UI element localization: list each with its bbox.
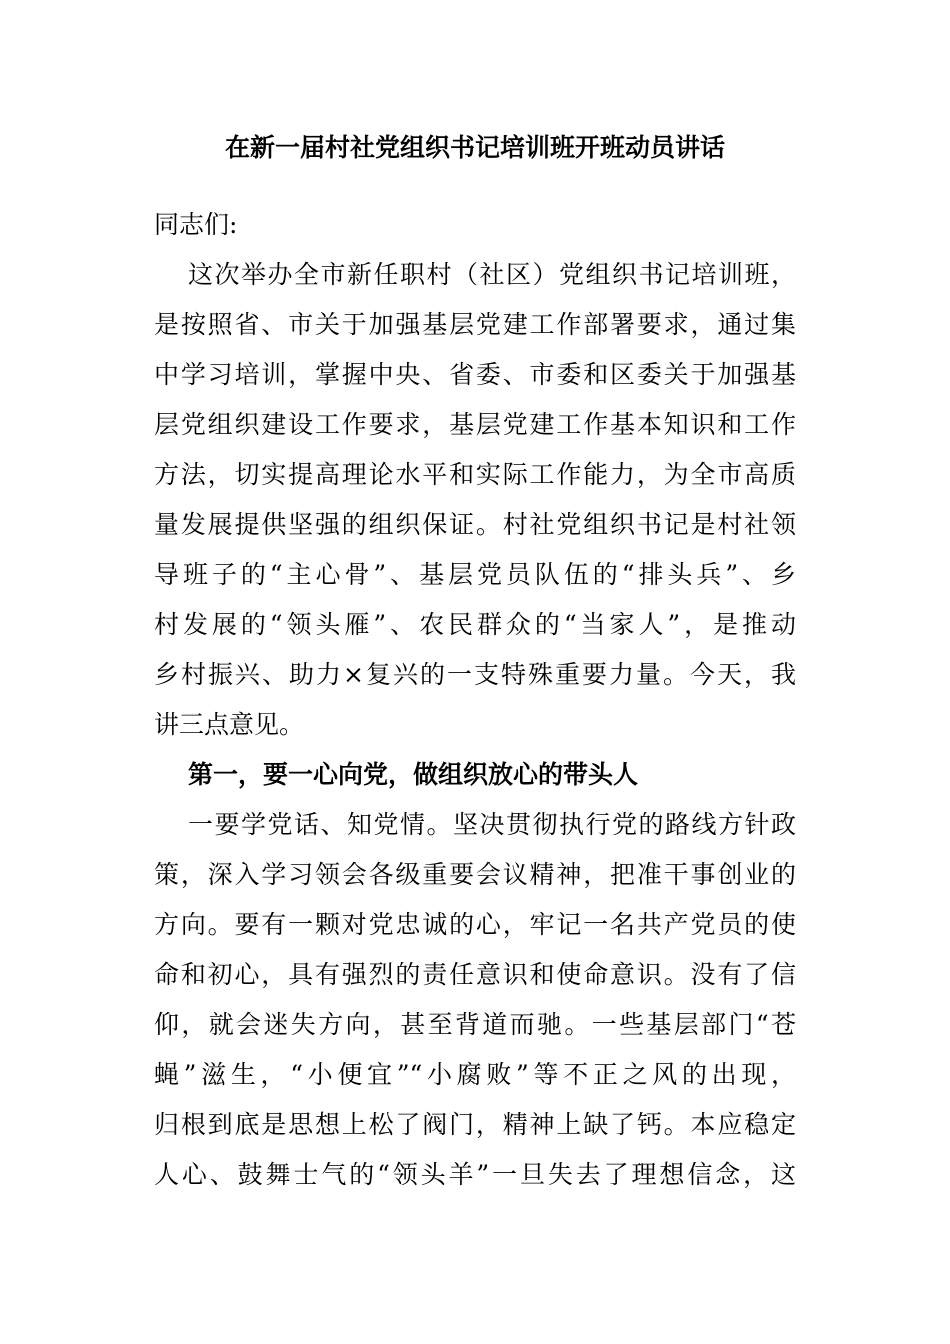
document-body: [154, 200, 796, 1200]
paragraph-line: 是按照省、市关于加强基层党建工作部署要求，通过集: [154, 310, 796, 339]
paragraph-line: 方向。要有一颗对党忠诚的心，牢记一名共产党员的使: [154, 910, 796, 939]
paragraph-line: 蝇”滋生，“小便宜”“小腐败”等不正之风的出现，: [154, 1060, 796, 1089]
paragraph-line: 策，深入学习领会各级重要会议精神，把准干事创业的: [154, 860, 796, 889]
section-heading: 第一，要一心向党，做组织放心的带头人: [188, 760, 639, 789]
paragraph-line: 讲三点意见。: [154, 710, 305, 739]
paragraph-line: 仰，就会迷失方向，甚至背道而驰。一些基层部门“苍: [154, 1010, 796, 1039]
paragraph-line: 命和初心，具有强烈的责任意识和使命意识。没有了信: [154, 960, 796, 989]
paragraph-line: 量发展提供坚强的组织保证。村社党组织书记是村社领: [154, 510, 796, 539]
paragraph-line: 一要学党话、知党情。坚决贯彻执行党的路线方针政: [188, 810, 796, 839]
paragraph-line: 归根到底是思想上松了阀门，精神上缺了钙。本应稳定: [154, 1110, 796, 1139]
paragraph-line: 乡村振兴、助力×复兴的一支特殊重要力量。今天，我: [154, 660, 796, 689]
paragraph-line: 人心、鼓舞士气的“领头羊”一旦失去了理想信念，这: [154, 1160, 796, 1189]
salutation: 同志们:: [154, 210, 238, 239]
paragraph-1: [154, 250, 796, 750]
paragraph-2: [154, 800, 796, 1200]
paragraph-line: 方法，切实提高理论水平和实际工作能力，为全市高质: [154, 460, 796, 489]
document-title: 在新一届村社党组织书记培训班开班动员讲话: [224, 133, 725, 162]
paragraph-line: 中学习培训，掌握中央、省委、市委和区委关于加强基: [154, 360, 796, 389]
paragraph-line: 导班子的“主心骨”、基层党员队伍的“排头兵”、乡: [154, 560, 796, 589]
paragraph-line: 村发展的“领头雁”、农民群众的“当家人”，是推动: [154, 610, 796, 639]
paragraph-line: 层党组织建设工作要求，基层党建工作基本知识和工作: [154, 410, 796, 439]
paragraph-line: 这次举办全市新任职村（社区）党组织书记培训班，: [188, 260, 796, 289]
